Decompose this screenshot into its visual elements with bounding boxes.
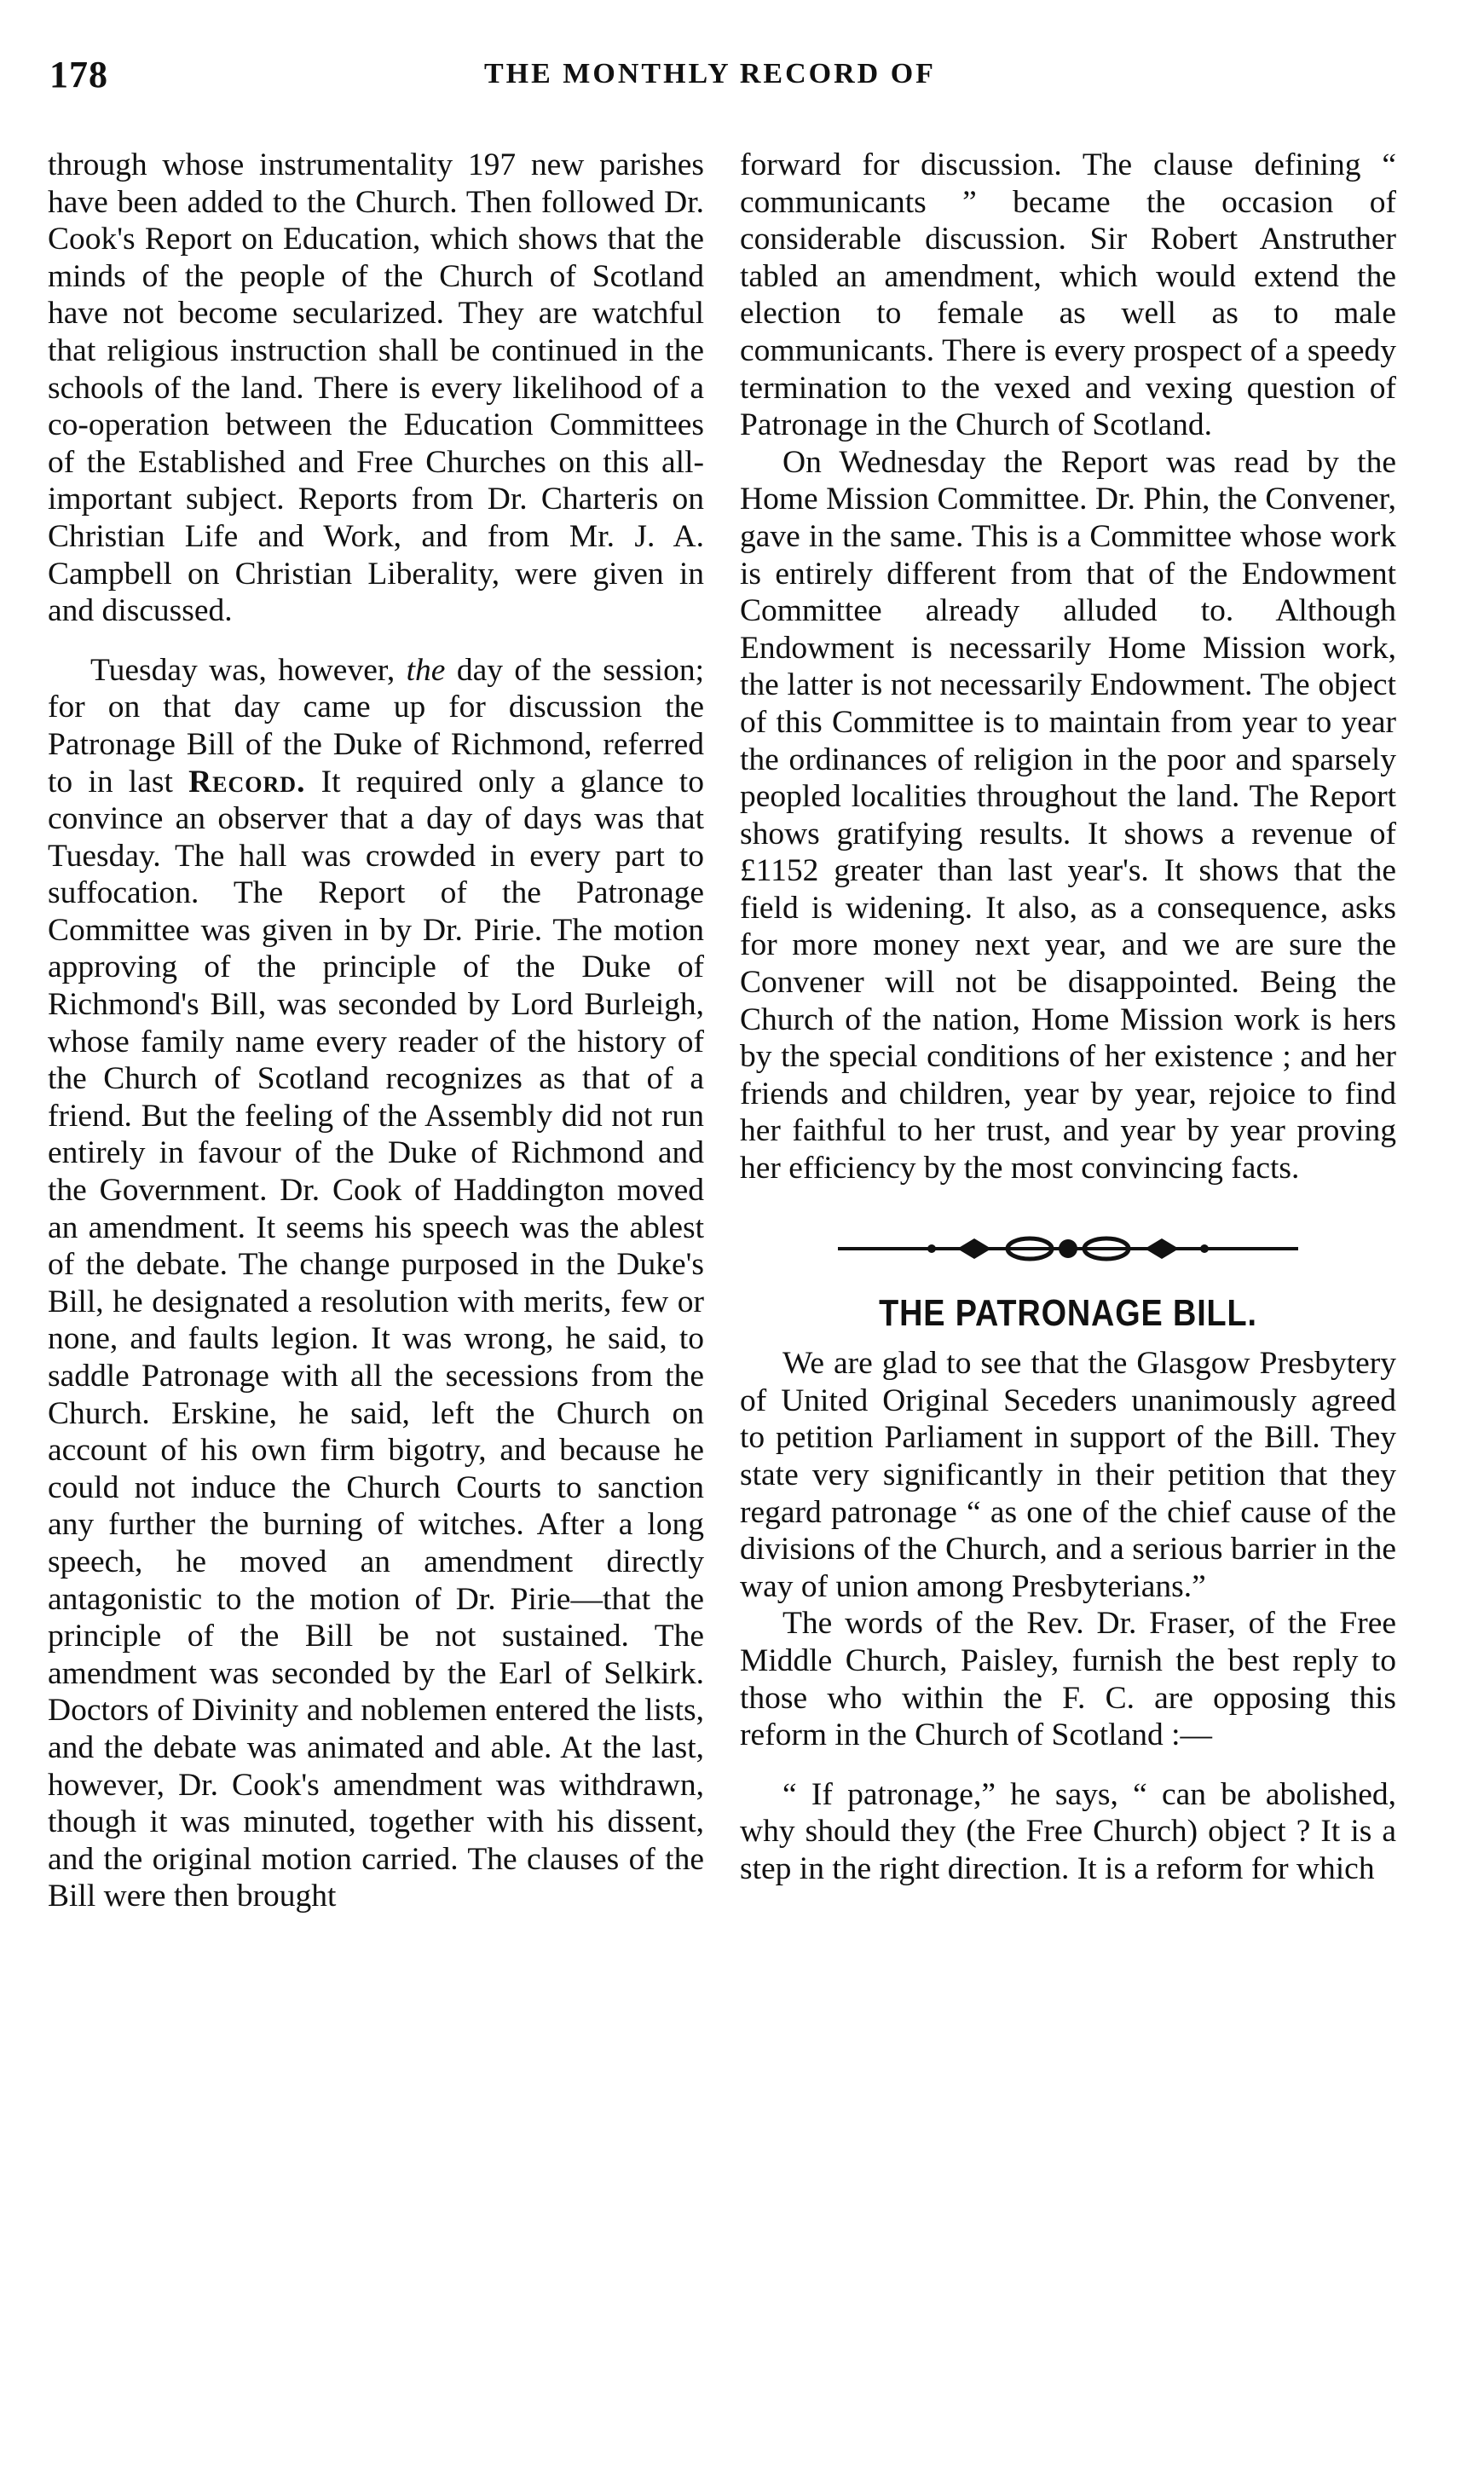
emphasis-text: the (406, 652, 446, 688)
record-small-caps: Record. (188, 764, 306, 800)
section-title: THE PATRONAGE BILL. (879, 1291, 1257, 1334)
running-title: THE MONTHLY RECORD OF (484, 58, 936, 89)
scroll-divider-ornament-icon (829, 1232, 1307, 1266)
right-paragraph-3: We are glad to see that the Glasgow Presbytery of United Original Seceders unanimously agreed to petition Parliament in support of the Bill. They state very significantly in their petition that they regard patronage “ as one of the chief cause of the divisions of the Church, and a serious barrier in the way of union among Presbyterians.” (740, 1346, 1396, 1604)
right-paragraph-1: forward for discussion. The clause defining “ communicants ” became the occasion of considerable discussion. Sir Robert Anstruther tabled an amendment, which would extend the election to female as well as to male communicants. There is every prospect of a speedy termination to the vexed and vexing question of Patronage in the Church of Scotland. (740, 147, 1396, 443)
paragraph-text: day of the session; for on that day came up for discussion the Patronage Bill of the Duke of Richmond, referred to in last (48, 652, 704, 800)
paragraph-text: It required only a glance to convince an observer that a day of days was that Tuesday. The hall was crowded in every part to suffocation. The Report of the Patronage Committee was given in by Dr. Pirie. The motion approving of the principle of the Duke of Richmond's Bill, was seconded by Lord Burleigh, whose family name every reader of the history of the Church of Scotland recognizes as that of a friend. But the feeling of the Assembly did not run entirely in favour of the Duke of Richmond and the Government. Dr. Cook of Haddington moved an amendment. It seems his speech was the ablest of the debate. The change purposed in the Duke's Bill, he designated a resolution with merits, few or none, and faults legion. It was wrong, he said, to saddle Patronage with all the secessions from the Church. Erskine, he said, left the Church on account of his own firm bigotry, and because he could not induce the Church Courts to sanction any further the burning of witches. After a long speech, he moved an amendment directly antagonistic to the motion of Dr. Pirie—that the principle of the Bill be not sustained. The amendment was seconded by the Earl of Selkirk. Doctors of Divinity and noblemen entered the lists, and the debate was animated and able. At the last, however, Dr. Cook's amendment was withdrawn, though it was minuted, together with his dissent, and the original motion carried. The clauses of the Bill were then brought (48, 764, 704, 1914)
quotation-paragraph: “ If patronage,” he says, “ can be abolished, why should they (the Free Church) object ? It is a step in the right direction. It is a reform for which (740, 1776, 1396, 1886)
left-column (48, 147, 704, 1915)
left-paragraph-2 (48, 652, 704, 1915)
page-number: 178 (49, 54, 108, 95)
paragraph-text: Tuesday was, however, (90, 652, 407, 688)
right-paragraph-4: The words of the Rev. Dr. Fraser, of the Free Middle Church, Paisley, furnish the best reply to those who within the F. C. are opposing this reform in the Church of Scotland :— (740, 1606, 1396, 1753)
right-column (740, 147, 1396, 1888)
left-paragraph-1: through whose instrumentality 197 new parishes have been added to the Church. Then followed Dr. Cook's Report on Education, which shows that the minds of the people of the Church of Scotland have not become secularized. They are watchful that religious instruction shall be continued in the schools of the land. There is every likelihood of a co-operation between the Education Committees of the Established and Free Churches on this all-important subject. Reports from Dr. Charteris on Christian Life and Work, and from Mr. J. A. Campbell on Christian Liberality, were given in and discussed. (48, 147, 704, 629)
right-paragraph-2: On Wednesday the Report was read by the Home Mission Committee. Dr. Phin, the Convener, gave in the same. This is a Committee whose work is entirely different from that of the Endowment Committee already alluded to. Although Endowment is necessarily Home Mission work, the latter is not necessarily Endowment. The object of this Committee is to maintain from year to year the ordinances of religion in the poor and sparsely peopled localities throughout the land. The Report shows gratifying results. It shows a revenue of £1152 greater than last year's. It shows that the field is widening. It also, as a consequence, asks for more money next year, and we are sure the Convener will not be disappointed. Being the Church of the nation, Home Mission work is hers by the special conditions of her existence ; and her friends and children, year by year, rejoice to find her faithful to her trust, and year by year proving her efficiency by the most convincing facts. (740, 444, 1396, 1186)
running-head (49, 44, 1413, 113)
